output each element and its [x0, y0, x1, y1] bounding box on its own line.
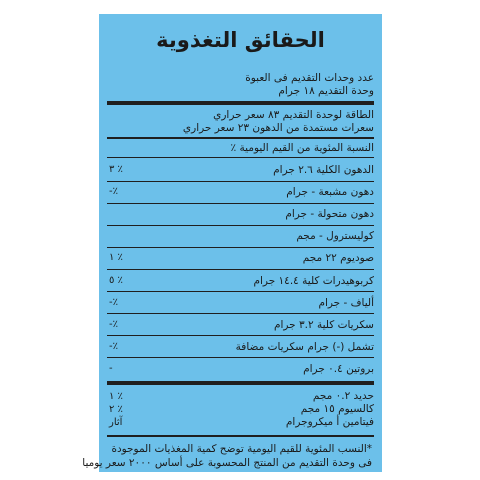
nutrient-row	[109, 203, 374, 225]
nutrition-title: الحقائق التغذوية	[156, 28, 325, 52]
nutrient-name: الدهون الكلية ٢.٦ جرام	[273, 164, 374, 176]
mineral-name: فيتامين أ ميكروجرام	[285, 416, 374, 428]
nutrient-daily-value: -٪	[109, 296, 118, 308]
divider-medium	[107, 435, 374, 437]
nutrient-name: ألياف - جرام	[318, 296, 374, 309]
daily-value-header: النسبة المئوية من القيم اليومية ٪	[230, 142, 374, 154]
nutrition-facts-panel	[82, 14, 382, 472]
nutrient-row	[109, 336, 374, 358]
nutrient-daily-value: ٥ ٪	[109, 274, 123, 286]
nutrient-daily-value: -٪	[109, 340, 118, 352]
nutrient-name: صوديوم ٢٢ مجم	[302, 252, 374, 265]
calories-from-fat: سعرات مستمدة من الدهون ٢٣ سعر حراري	[182, 122, 374, 134]
servings-per-container: عدد وحدات التقديم فى العبوة	[245, 72, 374, 84]
nutrient-row	[109, 270, 374, 292]
mineral-row	[109, 416, 374, 429]
nutrient-row	[109, 225, 374, 247]
nutrient-name: دهون متحولة - جرام	[285, 208, 374, 221]
nutrient-daily-value: -	[109, 362, 113, 374]
nutrient-row	[109, 314, 374, 336]
nutrient-row	[109, 181, 374, 203]
mineral-name: كالسيوم ١٥ مجم	[300, 403, 374, 415]
nutrient-name: دهون مشبعة - جرام	[286, 186, 374, 199]
nutrient-name: سكريات كلية ٣.٢ جرام	[273, 318, 374, 331]
nutrient-name: بروتين ٠.٤ جرام	[303, 362, 374, 375]
mineral-daily-value: ٢ ٪	[109, 404, 123, 415]
mineral-row	[109, 390, 374, 403]
nutrient-row	[109, 159, 374, 181]
footnote-line: *النسب المئوية للقيم اليومية توضح كمية المغذيات الموجودة	[111, 443, 372, 455]
nutrient-daily-value: ١ ٪	[109, 252, 123, 264]
nutrient-daily-value: -٪	[109, 186, 118, 198]
nutrient-daily-value: -٪	[109, 318, 118, 330]
mineral-daily-value: ١ ٪	[109, 391, 123, 402]
divider-thin	[107, 157, 374, 158]
nutrient-name: كوليسترول - مجم	[296, 230, 374, 243]
nutrient-row	[109, 358, 374, 380]
nutrient-row	[109, 292, 374, 314]
nutrient-row	[109, 247, 374, 269]
divider-medium	[107, 137, 374, 139]
divider-thick	[107, 381, 374, 385]
serving-size: وحدة التقديم ١٨ جرام	[278, 85, 374, 97]
divider-thick	[107, 101, 374, 105]
nutrient-daily-value: ٣ ٪	[109, 164, 123, 175]
mineral-name: حديد ٠.٢ مجم	[312, 390, 374, 402]
mineral-daily-value: آثار	[109, 417, 123, 428]
footnote-line: فى وحدة التقديم من المنتج المحسوبة على أساس ٢٠٠٠ سعر يوميا	[82, 457, 372, 469]
nutrient-name: كربوهيدرات كلية ١٤.٤ جرام	[253, 274, 374, 287]
calories-per-serving: الطاقة لوحدة التقديم ٨٣ سعر حراري	[213, 109, 374, 121]
nutrient-name: تشمل (-) جرام سكريات مضافة	[235, 340, 374, 353]
mineral-row	[109, 403, 374, 416]
